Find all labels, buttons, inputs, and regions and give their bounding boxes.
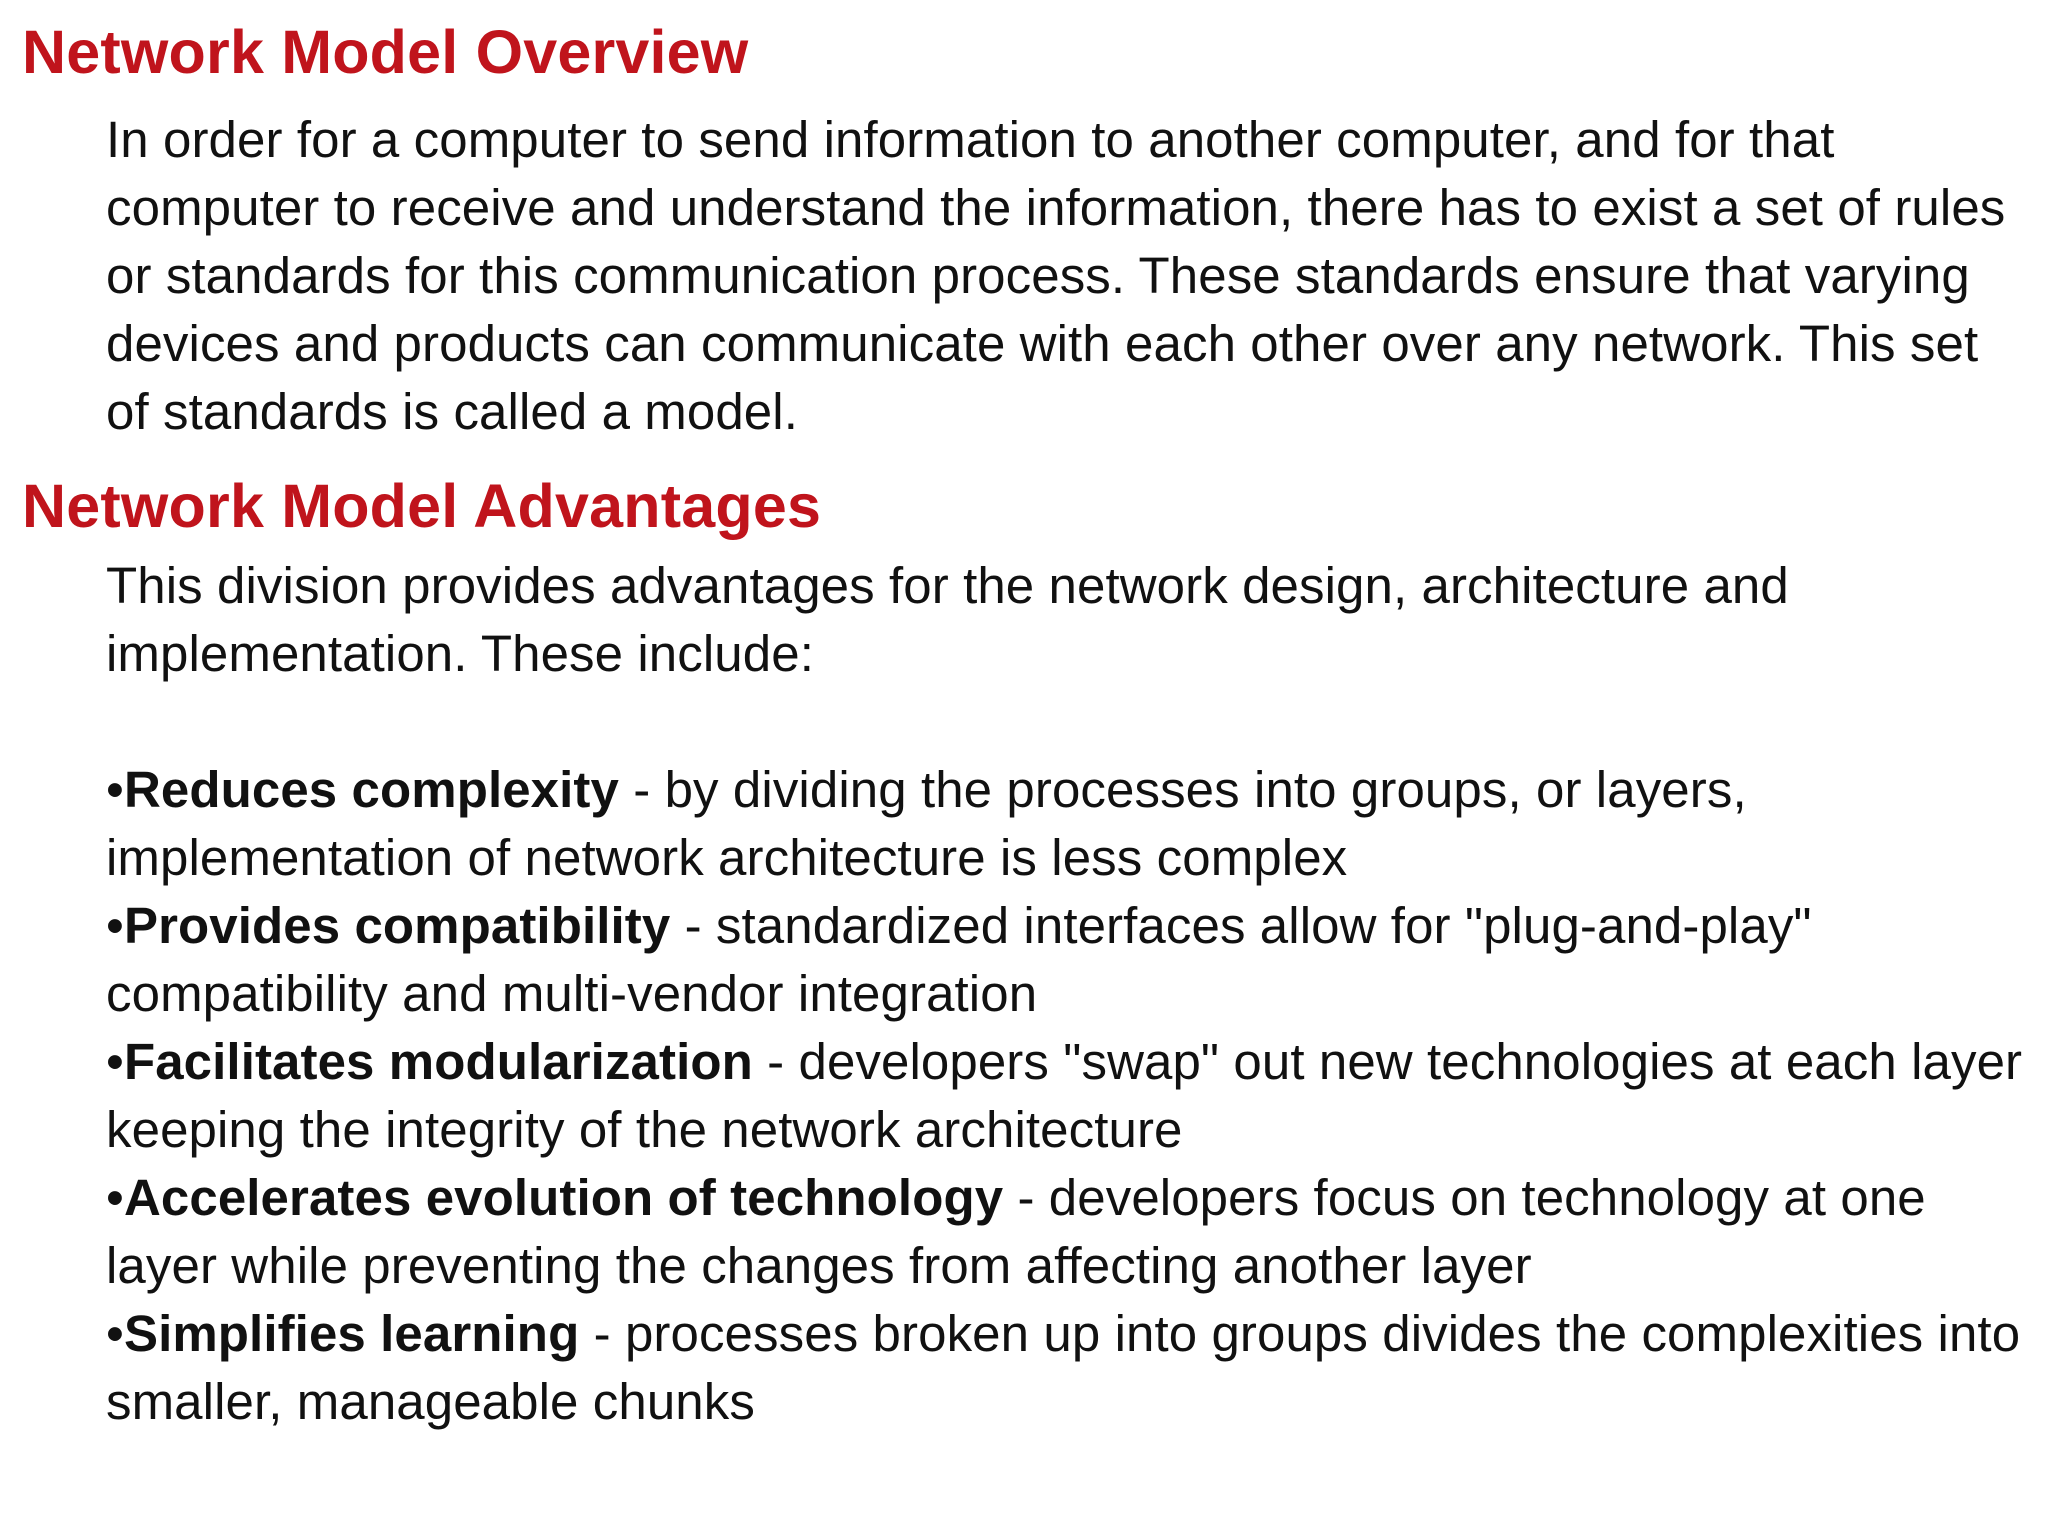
bullet-marker: • <box>106 761 124 818</box>
bullet-term: Simplifies learning <box>123 1305 580 1362</box>
advantages-heading: Network Model Advantages <box>22 472 822 540</box>
bullet-description: - standardized interfaces allow for "plug-and-play" compatibility and multi-vendor integration <box>106 897 1812 1022</box>
list-item <box>106 1028 2026 1164</box>
list-item <box>106 892 2026 1028</box>
overview-paragraph: In order for a computer to send information to another computer, and for that computer to receive and understand the information, there has to exist a set of rules or standards for this communication process. These standards ensure that varying devices and products can communicate with each other over any network. This set of standards is called a model. <box>106 111 2006 440</box>
list-item <box>106 756 2026 892</box>
bullet-marker: • <box>106 897 124 954</box>
bullet-term: Accelerates evolution of technology <box>123 1169 1004 1226</box>
advantages-intro: This division provides advantages for the network design, architecture and implementation. These include: <box>106 557 1789 682</box>
bullet-description: - developers focus on technology at one layer while preventing the changes from affecting another layer <box>106 1169 1926 1294</box>
bullet-description: - processes broken up into groups divides the complexities into smaller, manageable chunks <box>106 1305 2021 1430</box>
bullet-description: - by dividing the processes into groups, or layers, implementation of network architecture is less complex <box>106 761 1747 886</box>
bullet-marker: • <box>106 1169 124 1226</box>
advantages-body <box>106 552 2026 1436</box>
bullet-marker: • <box>106 1305 124 1362</box>
bullet-marker: • <box>106 1033 124 1090</box>
bullet-term: Reduces complexity <box>123 761 619 818</box>
advantages-list <box>106 756 2026 1436</box>
overview-body <box>106 106 2026 446</box>
bullet-description: - developers "swap" out new technologies at each layer keeping the integrity of the network architecture <box>106 1033 2023 1158</box>
overview-heading: Network Model Overview <box>22 18 749 86</box>
bullet-term: Provides compatibility <box>123 897 671 954</box>
list-item <box>106 1300 2026 1436</box>
list-item <box>106 1164 2026 1300</box>
bullet-term: Facilitates modularization <box>123 1033 753 1090</box>
